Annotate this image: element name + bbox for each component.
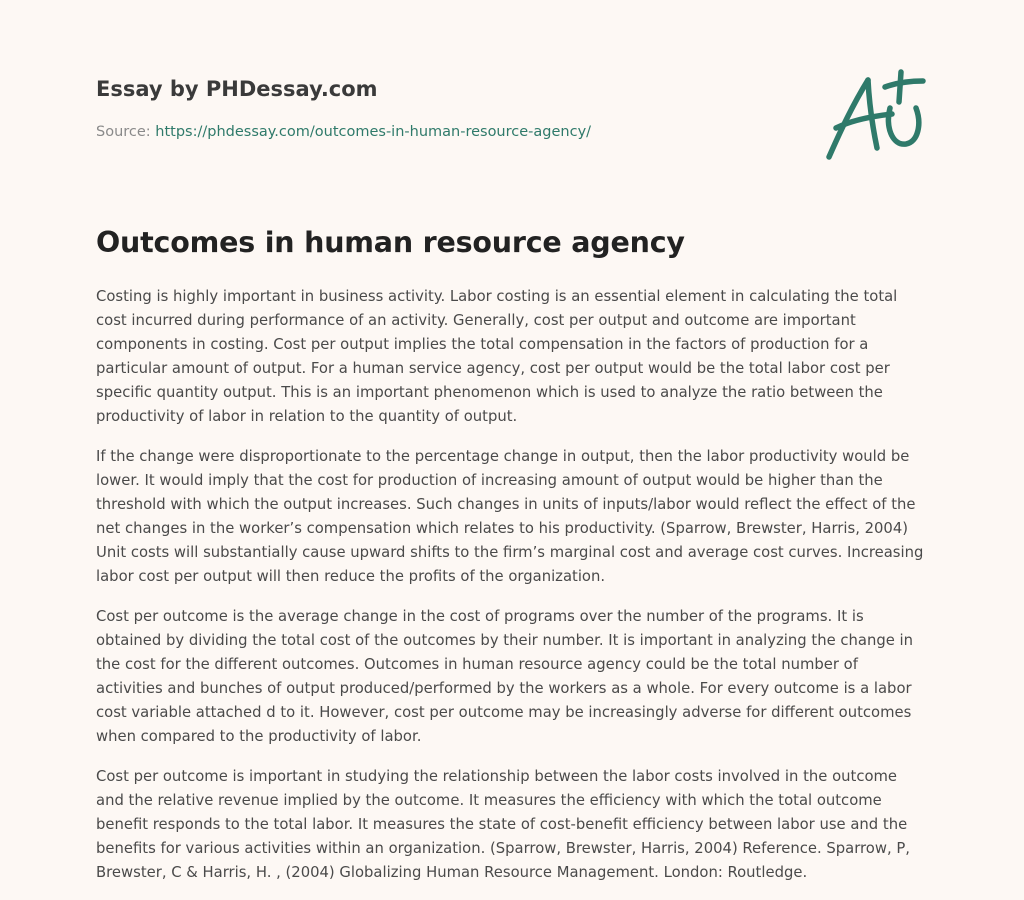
essay-paragraph: Cost per outcome is important in studying the relationship between the labor costs involved in the outcome and the relative revenue implied by the outcome. It measures the efficiency with which the total outcome benefit responds to the total labor. It measures the state of cost-benefit efficiency between labor use and the benefits for various activities within an organization. (Sparrow, Brewster, Harris, 2004) Reference. Sparrow, P, Brewster, C & Harris, H. , (2004) Globalizing Human Resource Management. London: Routledge. [96,768,910,881]
source-label: Source: [96,124,156,140]
essay-paragraph: Costing is highly important in business activity. Labor costing is an essential element in calculating the total cost incurred during performance of an activity. Generally, cost per output and outcome are important components in costing. Cost per output implies the total compensation in the factors of production for a particular amount of output. For a human service agency, cost per output would be the total labor cost per specific quantity output. This is an important phenomenon which is used to analyze the ratio between the productivity of labor in relation to the quantity of output. [96,288,898,425]
essay-paragraph: If the change were disproportionate to the percentage change in output, then the labor productivity would be lower. It would imply that the cost for production of increasing amount of output would be higher than the threshold with which the output increases. Such changes in units of inputs/labor would reflect the effect of the net changes in the worker’s compensation which relates to his productivity. (Sparrow, Brewster, Harris, 2004) Unit costs will substantially cause upward shifts to the firm’s marginal cost and average cost curves. Increasing labor cost per output will then reduce the profits of the organization. [96,448,924,585]
a-plus-logo-icon [822,68,928,164]
source-link[interactable]: https://phdessay.com/outcomes-in-human-resource-agency/ [155,124,592,140]
essay-title: Outcomes in human resource agency [96,226,685,259]
site-title: Essay by PHDessay.com [96,77,378,101]
essay-paragraph: Cost per outcome is the average change in the cost of programs over the number of the programs. It is obtained by dividing the total cost of the outcomes by their number. It is important in analyzing the change in the cost for the different outcomes. Outcomes in human resource agency could be the total number of activities and bunches of output produced/performed by the workers as a whole. For every outcome is a labor cost variable attached d to it. However, cost per outcome may be increasingly adverse for different outcomes when compared to the productivity of labor. [96,608,914,745]
essay-body [96,285,926,900]
source-line [96,124,591,140]
